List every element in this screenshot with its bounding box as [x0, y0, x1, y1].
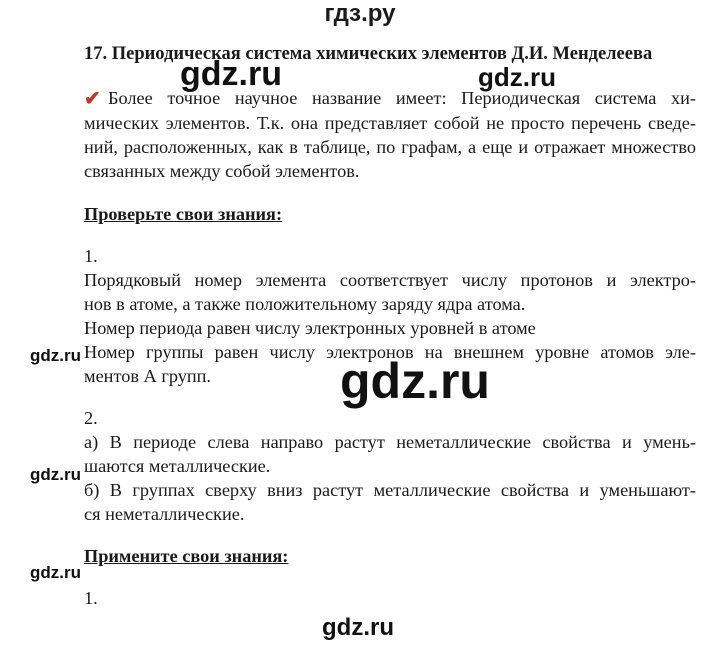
- watermark: gdz.ru: [30, 465, 81, 484]
- watermark: gdz.ru: [340, 353, 490, 409]
- watermark: gdz.ru: [478, 62, 556, 92]
- intro-line: мических элементов. Т.к. она представляет собой не просто перечень сведе-: [84, 113, 696, 133]
- answer-line: Порядковый номер элемента соответствует числу протонов и электро-: [84, 270, 696, 290]
- site-header: гдз.ру: [324, 0, 396, 27]
- answer-line: шаются металлические.: [84, 456, 271, 476]
- question-number: 2.: [84, 408, 98, 428]
- intro-line: Более точное научное название имеет: Периодическая система хи-: [108, 88, 696, 108]
- watermark: gdz.ru: [30, 346, 81, 365]
- answer-line: б) В группах сверху вниз растут металлические свойства и уменьшают-: [84, 480, 696, 500]
- question-number: 1.: [84, 588, 98, 608]
- answer-line: нов в атоме, а также положительному заряду ядра атома.: [84, 294, 526, 314]
- answer-line: а) В периоде слева направо растут неметаллические свойства и умень-: [84, 432, 696, 452]
- watermark: gdz.ru: [322, 614, 394, 641]
- checkmark-icon: ✔: [84, 88, 101, 110]
- answer-line: Номер группы равен числу электронов на внешнем уровне атомов эле-: [84, 342, 696, 362]
- question-number: 1.: [84, 246, 98, 266]
- answer-line: Номер периода равен числу электронных уровней в атоме: [84, 318, 536, 338]
- intro-line: связанных между собой элементов.: [84, 161, 360, 181]
- section-heading: Проверьте свои знания:: [84, 204, 283, 224]
- watermark: gdz.ru: [30, 563, 81, 582]
- answer-line: ментов А групп.: [84, 366, 212, 386]
- watermark: gdz.ru: [180, 55, 282, 93]
- section-heading: Примените свои знания:: [84, 546, 289, 566]
- page-title: 17. Периодическая система химических элементов Д.И. Менделеева: [84, 44, 653, 64]
- answer-line: ся неметаллические.: [84, 504, 245, 524]
- intro-line: ний, расположенных, как в таблице, по графам, а еще и отражает множество: [84, 137, 696, 157]
